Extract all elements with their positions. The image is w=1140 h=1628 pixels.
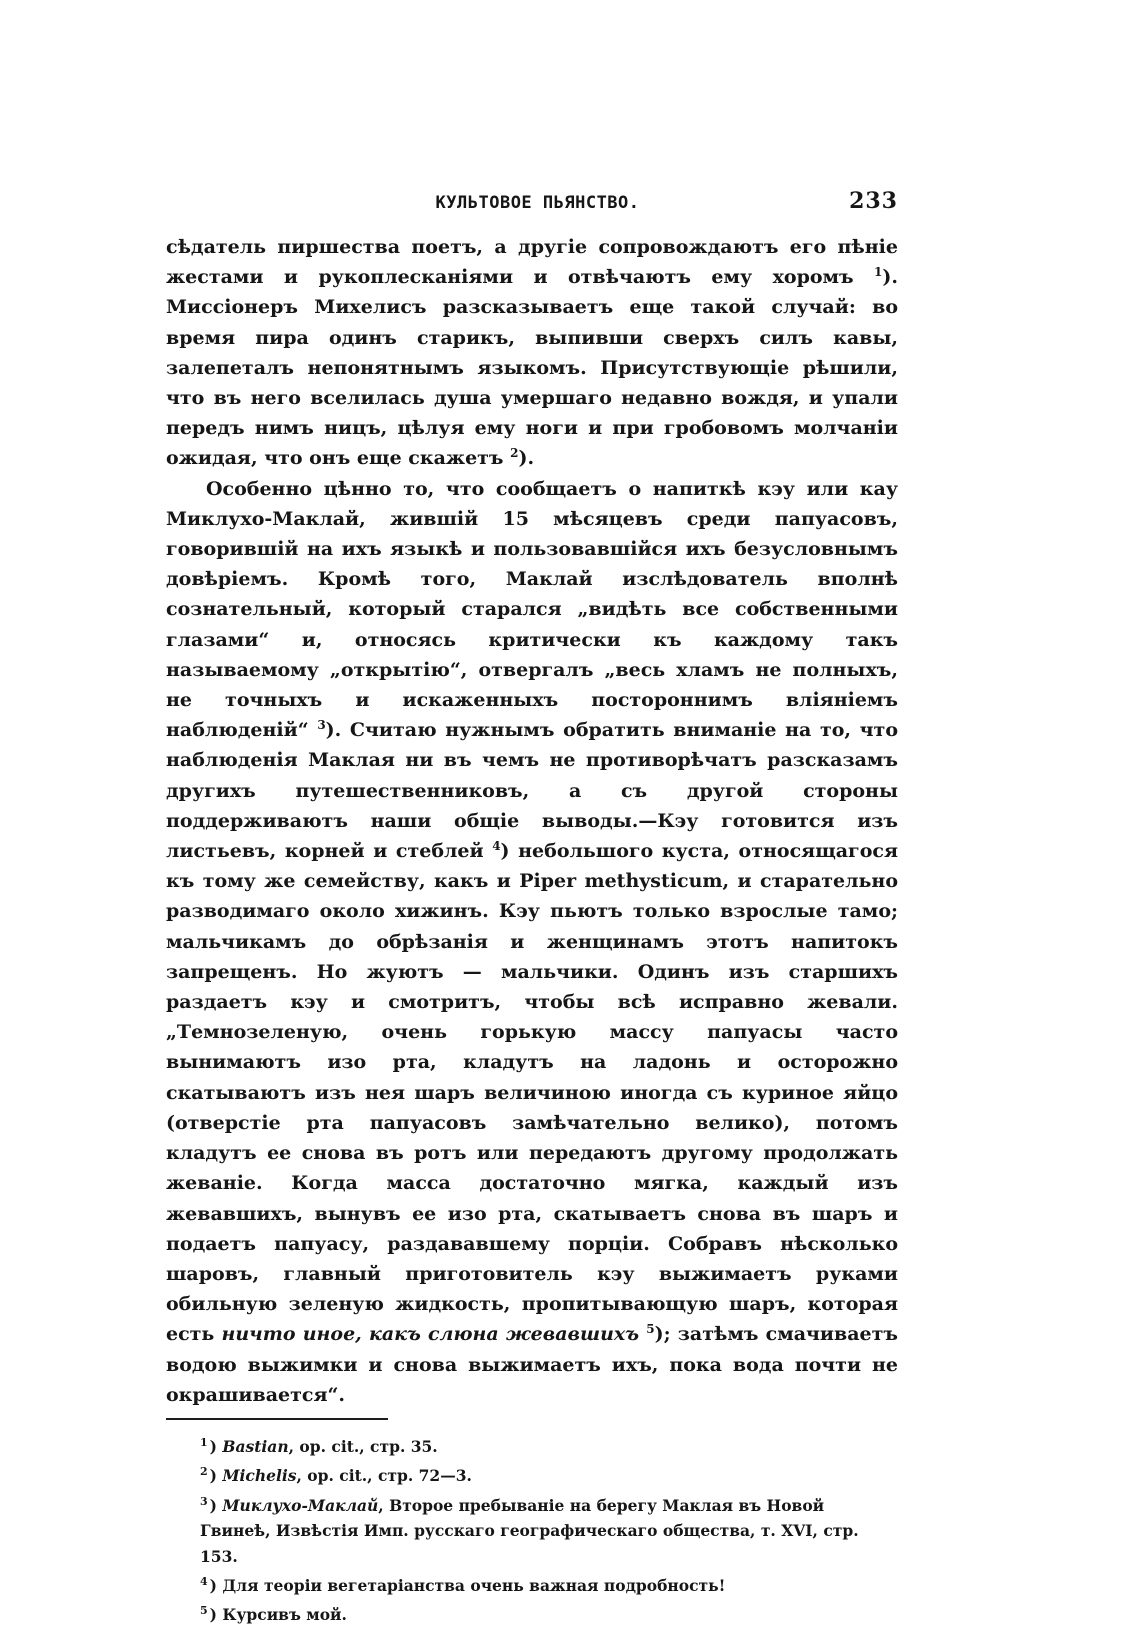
footnote-mark: 1 <box>200 1435 208 1449</box>
text-run: ); затѣмъ смачиваетъ водою выжимки и снова выжимаетъ ихъ, пока вода почти не окрашивается“. <box>166 1323 898 1406</box>
footnote-author: Миклухо-Маклай <box>222 1495 379 1515</box>
text-run: Особенно цѣнно то, что сообщаетъ о напиткѣ кэу или кау Миклухо-Маклай, жившій 15 мѣсяцевъ среди папуасовъ, говорившій на ихъ языкѣ и пользовавшійся ихъ безусловнымъ довѣріемъ. Кромѣ того, Маклай изслѣдователь вполнѣ сознательный, который старался „видѣть все собственными глазами“ и, относясь критически къ каждому такъ называемому „открытію“, отвергалъ „весь хламъ не полныхъ, не точныхъ и искаженныхъ постороннимъ вліяніемъ наблюденій“ <box>166 477 898 742</box>
footnote-4 <box>176 1569 898 1598</box>
footnote-mark: 4 <box>200 1574 208 1588</box>
footnote-mark: 5 <box>200 1604 208 1618</box>
text-run: сѣдатель пиршества поетъ, а другіе сопровождаютъ его пѣніе жестами и рукоплесканіями и отвѣчаютъ ему хоромъ <box>166 236 898 289</box>
footnote-paren: ) <box>209 1466 223 1486</box>
footnote-1 <box>176 1430 898 1459</box>
paragraph-1 <box>166 232 898 474</box>
footnotes <box>166 1430 898 1628</box>
text-run: ). Миссіонеръ Михелисъ разсказываетъ еще такой случай: во время пира одинъ старикъ, выпивши сверхъ силъ кавы, залепеталъ непонятнымъ языкомъ. Присутствующіе рѣшили, что въ него вселилась душа умершаго недавно вождя, и упали передъ нимъ ницъ, цѣлуя ему ноги и при гробовомъ молчаніи ожидая, что онъ еще скажетъ <box>166 266 898 470</box>
italic-text: ничто иное, какъ слюна жевавшихъ <box>221 1323 640 1346</box>
footnote-paren: ) <box>209 1495 223 1515</box>
footnote-text: Для теоріи вегетаріанства очень важная подробность! <box>222 1575 726 1595</box>
footnote-mark: 3 <box>200 1494 208 1508</box>
body-text <box>166 232 898 1410</box>
paragraph-2 <box>166 474 898 1410</box>
footnote-text: , Второе пребываніе на берегу Маклая въ Новой Гвинеѣ, Извѣстія Имп. русскаго географическаго общества, т. XVI, стр. 153. <box>200 1495 859 1566</box>
page-header <box>166 188 898 228</box>
footnote-ref: 3 <box>317 718 326 733</box>
footnote-text: , op. cit., стр. 72—3. <box>296 1466 472 1486</box>
footnote-paren: ) <box>209 1436 223 1456</box>
text-run: ). <box>518 447 535 470</box>
text-run: ) небольшого куста, относящагося къ тому же семейству, какъ и Piper methysticum, и старательно разводимаго около хижинъ. Кэу пьютъ только взрослые тамо; мальчикамъ до обрѣзанія и женщинамъ этотъ напитокъ запрещенъ. Но жуютъ — мальчики. Одинъ изъ старшихъ раздаетъ кэу и смотритъ, чтобы всѣ исправно жевали. „Темнозеленую, очень горькую массу папуасы часто вынимаютъ изо рта, кладутъ на ладонь и осторожно скатываютъ изъ нея шаръ величиною иногда съ куриное яйцо (отверстіе рта папуасовъ замѣчательно велико), потомъ кладутъ ее снова въ ротъ или передаютъ другому продолжать жеваніе. Когда масса достаточно мягка, каждый изъ жевавшихъ, вынувъ ее изо рта, скатываетъ снова въ шаръ и подаетъ папуасу, раздававшему порціи. Собравъ нѣсколько шаровъ, главный приготовитель кэу выжимаетъ руками обильную зеленую жидкость, пропитывающую шаръ, которая есть <box>166 840 898 1346</box>
book-page <box>166 188 898 1628</box>
footnote-paren: ) <box>209 1605 223 1625</box>
footnote-5 <box>176 1598 898 1627</box>
footnote-text: , op. cit., стр. 35. <box>288 1436 438 1456</box>
footnote-ref: 2 <box>510 446 519 461</box>
footnote-paren: ) <box>209 1575 223 1595</box>
footnote-ref: 1 <box>874 265 883 280</box>
footnote-divider <box>166 1418 388 1420</box>
page-number: 233 <box>849 188 898 214</box>
footnote-author: Michelis <box>222 1466 297 1486</box>
text-run: ). Считаю нужнымъ обратить вниманіе на то, что наблюденія Маклая ни въ чемъ не противорѣчатъ разсказамъ другихъ путешественниковъ, а съ другой стороны поддерживаютъ наши общіе выводы.—Кэу готовится изъ листьевъ, корней и стеблей <box>166 719 898 863</box>
footnote-2 <box>176 1459 898 1488</box>
footnote-ref: 5 <box>646 1322 655 1337</box>
footnote-3 <box>176 1489 898 1569</box>
footnote-author: Bastian <box>222 1436 289 1456</box>
footnote-mark: 2 <box>200 1465 208 1479</box>
footnote-text: Курсивъ мой. <box>222 1605 347 1625</box>
footnote-ref: 4 <box>492 839 501 854</box>
running-title: КУЛЬТОВОЕ ПЬЯНСТВО. <box>435 193 640 213</box>
